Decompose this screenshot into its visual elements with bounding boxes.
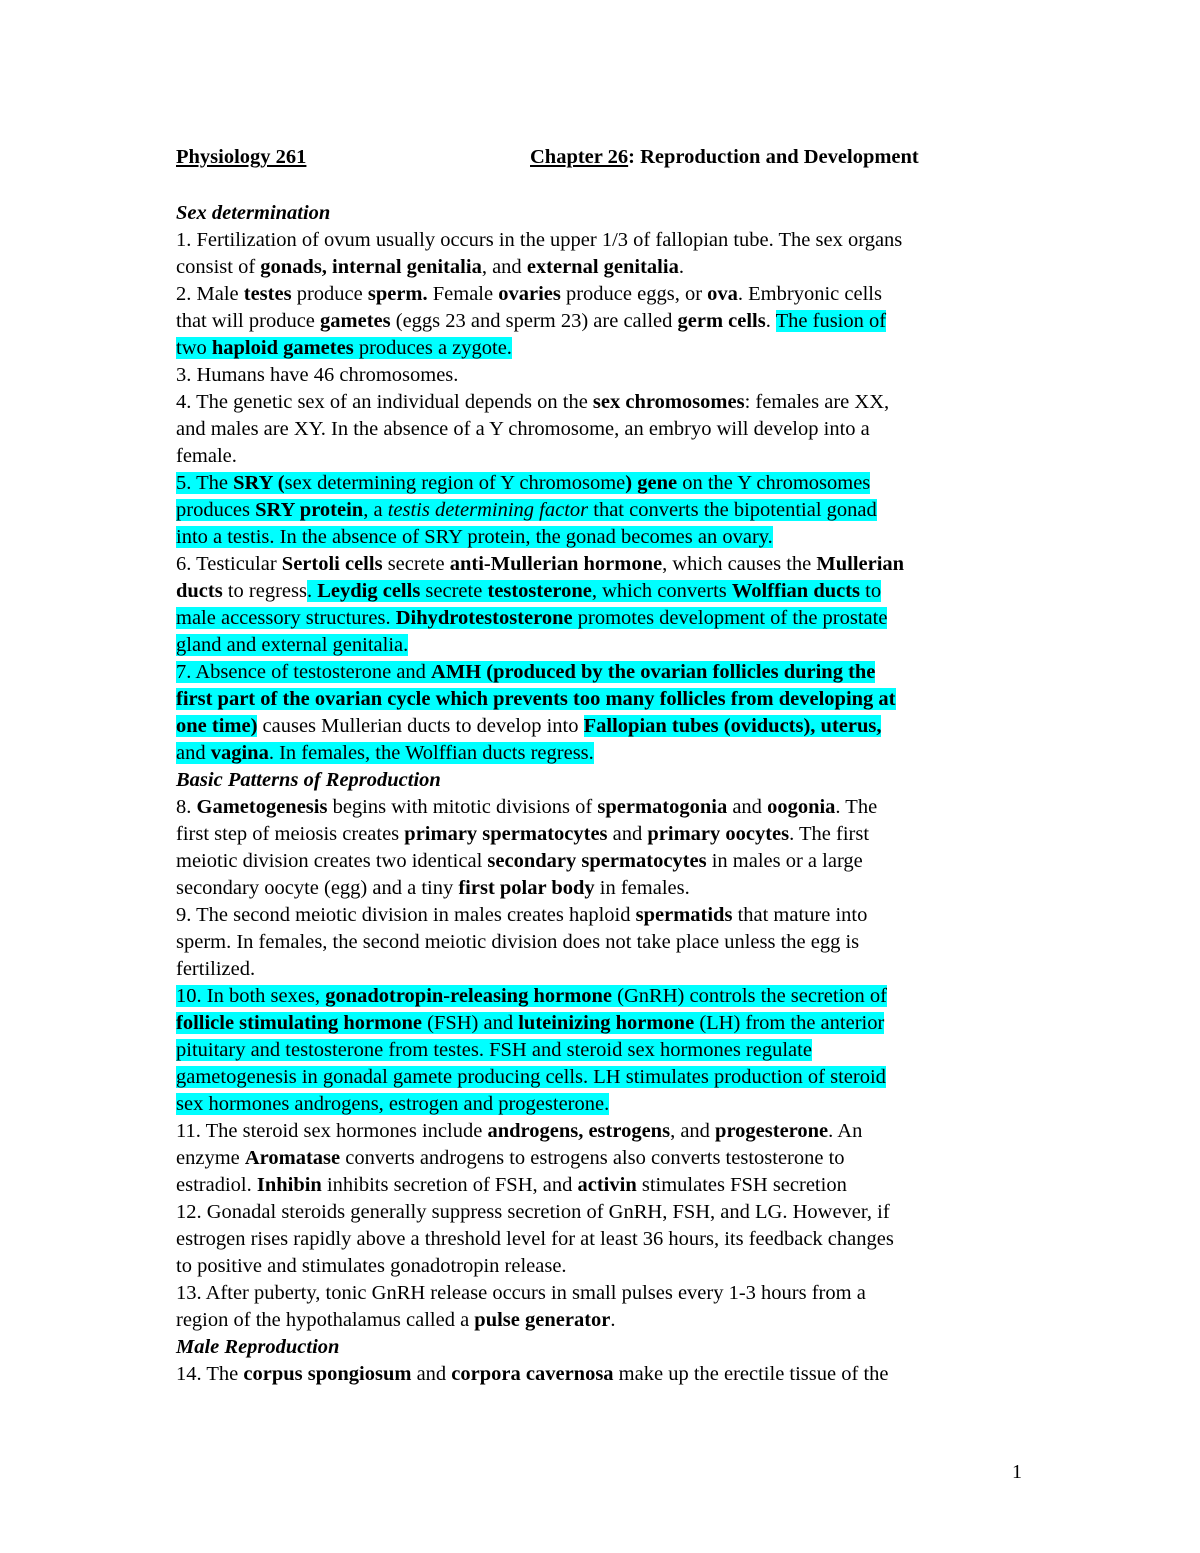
text-line [176,983,1026,1010]
text-run: in males or a large [706,850,863,872]
text-run: secondary oocyte (egg) and a tiny [176,877,459,899]
text-line [176,281,1026,308]
bold-term: ducts [176,580,223,602]
text-run: to positive and stimulates gonadotropin release. [176,1255,567,1277]
text-run: 9. The second meiotic division in males creates haploid [176,904,636,926]
text-run: 11. The steroid sex hormones include [176,1120,488,1142]
bold-term: ovaries [498,283,561,305]
text-line [176,1010,1026,1037]
chapter-label: Chapter 26 [530,146,629,168]
highlighted-text: Leydig cells [317,580,421,602]
highlighted-text: (LH) from the anterior [694,1012,885,1034]
highlighted-text: 5. The [176,472,234,494]
bold-term: pulse generator [474,1309,611,1331]
bold-term: testes [243,283,292,305]
highlighted-text: sex hormones androgens, estrogen and progesterone. [176,1093,610,1115]
bold-term: primary spermatocytes [404,823,608,845]
highlighted-text: SRY ( [233,472,285,494]
text-line [176,1226,1026,1253]
highlighted-text: , which converts [591,580,732,602]
text-line [176,389,1026,416]
text-line [176,686,1026,713]
course-title: Physiology 261 [176,146,307,168]
bold-term: Mullerian [816,553,905,575]
section-heading [176,767,1026,794]
chapter-subtitle: : Reproduction and Development [628,146,919,168]
highlighted-text: to [860,580,882,602]
highlighted-text: gonadotropin-releasing hormone [325,985,613,1007]
text-line [176,1199,1026,1226]
text-line [176,1253,1026,1280]
highlighted-text: Fallopian tubes (oviducts), uterus, [583,715,882,737]
text-run: . [765,310,776,332]
text-run: Basic Patterns of Reproduction [176,769,441,791]
bold-term: Gametogenesis [196,796,328,818]
text-run: produce [291,283,368,305]
highlighted-text: into a testis. In the absence of SRY protein, the gonad becomes an ovary. [176,526,773,548]
highlighted-text: that converts the bipotential gonad [588,499,877,521]
text-run: 13. After puberty, tonic GnRH release occurs in small pulses every 1-3 hours from a [176,1282,866,1304]
highlighted-text: secrete [420,580,488,602]
text-run: . An [828,1120,863,1142]
text-run: , and [481,256,527,278]
bold-term: androgens, estrogens [487,1120,671,1142]
text-line [176,659,1026,686]
notes-text [176,200,1026,1388]
text-line [176,1361,1026,1388]
bold-term: gametes [320,310,391,332]
bold-term: progesterone [715,1120,829,1142]
highlighted-text: Dihydrotestosterone [395,607,573,629]
text-line [176,443,1026,470]
bold-term: spermatogonia [597,796,728,818]
bold-term: germ cells [677,310,766,332]
highlighted-text: , a [363,499,388,521]
text-line [176,902,1026,929]
text-run: and [411,1363,452,1385]
text-line [176,794,1026,821]
bold-term: corpus spongiosum [243,1363,412,1385]
highlighted-text: gametogenesis in gonadal gamete producing cells. LH stimulates production of steroid [176,1066,886,1088]
text-run: converts androgens to estrogens also converts testosterone to [340,1147,845,1169]
highlighted-text: produces [176,499,256,521]
text-run: begins with mitotic divisions of [327,796,598,818]
bold-term: anti-Mullerian hormone [449,553,663,575]
highlighted-text: AMH (produced by the ovarian follicles during the [431,661,876,683]
text-run: estrogen rises rapidly above a threshold level for at least 36 hours, its feedback changes [176,1228,894,1250]
bold-term: primary oocytes [647,823,790,845]
text-line [176,416,1026,443]
text-run: region of the hypothalamus called a [176,1309,475,1331]
highlighted-text: Wolffian ducts [731,580,861,602]
text-run: make up the erectile tissue of the [613,1363,889,1385]
text-run: secrete [382,553,450,575]
highlighted-text: vagina [210,742,269,764]
highlighted-text: on the Y chromosomes [677,472,871,494]
text-line [176,578,1026,605]
section-heading [176,200,1026,227]
highlighted-text: produces a zygote. [353,337,512,359]
text-run: Female [427,283,499,305]
section-heading [176,1334,1026,1361]
highlighted-text: . In females, the Wolffian ducts regress. [268,742,594,764]
bold-term: ova [707,283,738,305]
bold-term: secondary spermatocytes [487,850,707,872]
highlighted-text: haploid gametes [211,337,354,359]
bold-term: sex chromosomes [592,391,745,413]
text-run: 2. Male [176,283,244,305]
text-run: and [607,823,648,845]
text-run: 4. The genetic sex of an individual depends on the [176,391,593,413]
text-run: consist of [176,256,261,278]
text-run: , which causes the [662,553,817,575]
highlighted-text: 7. Absence of testosterone and [176,661,432,683]
highlighted-text: SRY protein [255,499,364,521]
highlighted-text: pituitary and testosterone from testes. FSH and steroid sex hormones regulate [176,1039,812,1061]
text-line [176,1172,1026,1199]
highlighted-text: gland and external genitalia. [176,634,409,656]
highlighted-text: and [176,742,211,764]
text-line [176,551,1026,578]
text-line [176,1037,1026,1064]
text-line [176,740,1026,767]
highlighted-text: luteinizing hormone [518,1012,695,1034]
chapter-title [530,142,919,173]
text-line [176,605,1026,632]
page-header [176,142,1026,173]
text-run: sperm. In females, the second meiotic division does not take place unless the egg is [176,931,860,953]
highlighted-text: sex determining region of Y chromosome [284,472,626,494]
text-line [176,956,1026,983]
text-run: : females are XX, [744,391,890,413]
highlighted-text: first part of the ovarian cycle which prevents too many follicles from developing at [176,688,896,710]
text-run: 14. The [176,1363,244,1385]
highlighted-text: 10. In both sexes, [176,985,326,1007]
text-line [176,848,1026,875]
text-line [176,929,1026,956]
highlighted-text: male accessory structures. [176,607,396,629]
text-line [176,1280,1026,1307]
text-run: female. [176,445,237,467]
highlighted-text: one time) [176,715,258,737]
text-run: 3. Humans have 46 chromosomes. [176,364,459,386]
bold-term: first polar body [458,877,595,899]
highlighted-text: The fusion of [775,310,887,332]
text-run: stimulates FSH secretion [636,1174,847,1196]
text-run: meiotic division creates two identical [176,850,488,872]
text-run: that mature into [732,904,868,926]
text-run: estradiol. [176,1174,257,1196]
bold-term: corpora cavernosa [451,1363,614,1385]
text-run: . [610,1309,616,1331]
text-line [176,308,1026,335]
text-run: . The first [789,823,870,845]
text-run: 6. Testicular [176,553,282,575]
bold-term: oogonia [767,796,836,818]
text-line [176,524,1026,551]
text-line [176,497,1026,524]
text-line [176,1091,1026,1118]
bold-term: Aromatase [244,1147,341,1169]
text-run: and [727,796,768,818]
text-run: . [678,256,684,278]
text-run: first step of meiosis creates [176,823,405,845]
text-line [176,362,1026,389]
text-run: enzyme [176,1147,245,1169]
highlighted-text: (GnRH) controls the secretion of [612,985,887,1007]
text-line [176,1118,1026,1145]
highlighted-text: testis determining factor [387,499,589,521]
page-number: 1 [1012,1461,1022,1483]
bold-term: Inhibin [256,1174,322,1196]
bold-term: Sertoli cells [281,553,383,575]
text-run: Male Reproduction [176,1336,340,1358]
highlighted-text: two [176,337,212,359]
text-run: 12. Gonadal steroids generally suppress secretion of GnRH, FSH, and LG. However, if [176,1201,890,1223]
text-run: , and [670,1120,716,1142]
text-line [176,713,1026,740]
highlighted-text: promotes development of the prostate [572,607,888,629]
text-line [176,875,1026,902]
text-run: . The [835,796,878,818]
text-run: Sex determination [176,202,331,224]
text-run: inhibits secretion of FSH, and [321,1174,578,1196]
highlighted-text: follicle stimulating hormone [176,1012,422,1034]
text-line [176,1064,1026,1091]
text-run: 1. Fertilization of ovum usually occurs in the upper 1/3 of fallopian tube. The sex organs [176,229,903,251]
text-line [176,254,1026,281]
bold-term: spermatids [635,904,733,926]
text-line [176,335,1026,362]
text-run: to regress [222,580,307,602]
text-line [176,632,1026,659]
text-run: and males are XY. In the absence of a Y chromosome, an embryo will develop into a [176,418,870,440]
text-line [176,1307,1026,1334]
bold-term: gonads, internal genitalia [260,256,482,278]
text-run: 8. [176,796,197,818]
text-line [176,470,1026,497]
text-run: produce eggs, or [560,283,708,305]
text-run: fertilized. [176,958,256,980]
highlighted-text: . [306,580,318,602]
text-run: that will produce [176,310,321,332]
text-line [176,227,1026,254]
highlighted-text: (FSH) and [421,1012,519,1034]
text-line [176,1145,1026,1172]
text-run: causes Mullerian ducts to develop into [257,715,584,737]
bold-term: activin [577,1174,637,1196]
bold-term: sperm. [367,283,428,305]
bold-term: external genitalia [526,256,679,278]
highlighted-text: testosterone [487,580,592,602]
highlighted-text: ) gene [625,472,678,494]
text-run: in females. [594,877,690,899]
text-line [176,821,1026,848]
document-body [176,142,1026,1388]
text-run: . Embryonic cells [737,283,882,305]
text-run: (eggs 23 and sperm 23) are called [390,310,678,332]
